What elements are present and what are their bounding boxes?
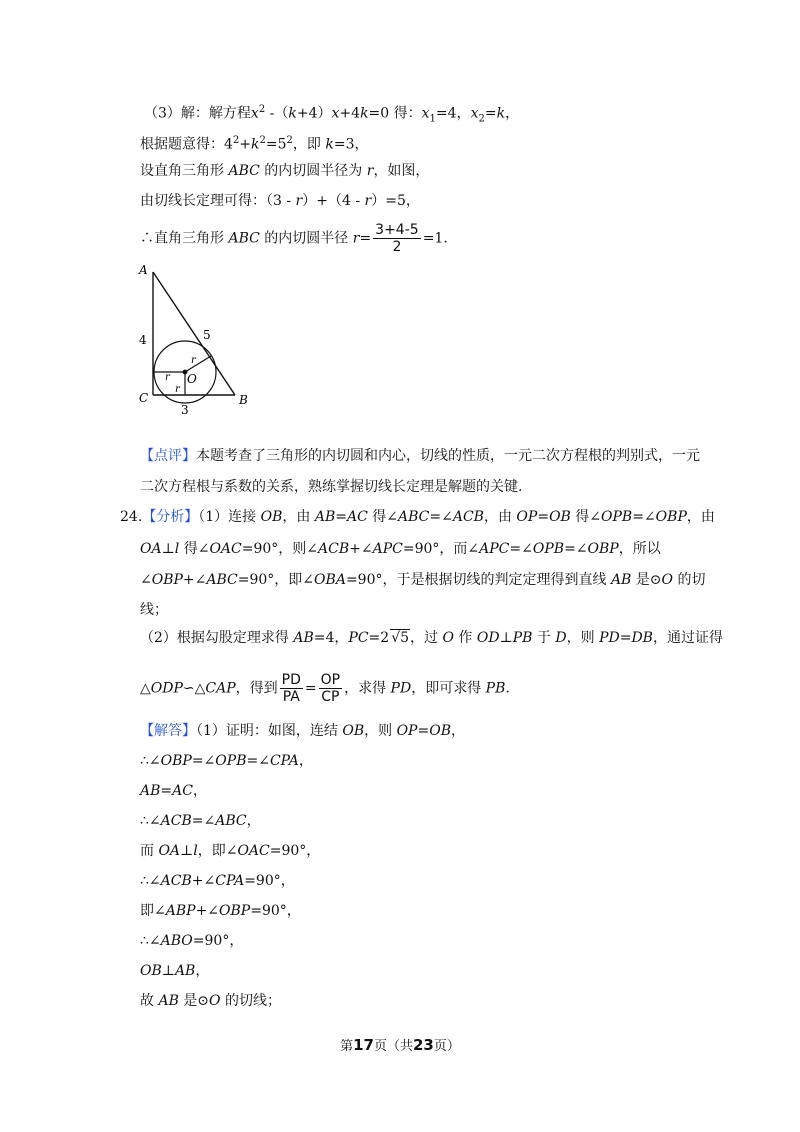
answer-line3: AB=AC， [140,783,207,799]
q24-line5: （2）根据勾股定理求得 AB=4，PC=2 √5，过 O 作 OD⊥PB 于 D，则 PD=DB，通过证得 [140,630,723,646]
answer-line6: ∴∠ACB+∠CPA=90°， [140,873,295,889]
answer-line7: 即∠ABP+∠OBP=90°， [140,903,301,919]
inradius-fraction: $\frac{3+4-5}{2}$ [375,222,419,255]
review-line2: 二次方程根与系数的关系，熟练掌握切线长定理是解题的关键. [140,479,523,495]
answer-line2: ∴∠OBP=∠OPB=∠CPA， [140,753,313,769]
q24-line1: 24.【分析】（1）连接 OB，由 AB=AC 得∠ABC=∠ACB，由 OP=OB 得∠OPB=∠OBP，由 [120,509,715,525]
question-number: 24. [120,509,143,525]
q24-line6: △ODP∽△CAP，得到 $\frac{PD}{PA}$ = $\frac{OP}{CP}$ ，求得 PD，即可求得 PB. [140,672,510,705]
label-side-cb: 3 [181,403,189,417]
part3-line3: 设直角三角形 ABC 的内切圆半径为 r，如图， [140,163,430,179]
q24-line2: OA⊥l 得∠OAC=90°，则∠ACB+∠APC=90°，而∠APC=∠OPB=∠OBP，所以 [140,541,661,557]
q24-line3: ∠OBP+∠ABC=90°，即∠OBA=90°，于是根据切线的判定定理得到直线 AB 是⊙O 的切 [140,572,706,588]
part3-line4: 由切线长定理可得：（3 - r）+（4 - r）=5， [140,193,420,209]
answer-line8: ∴∠ABO=90°， [140,933,244,949]
label-b: B [239,393,248,407]
label-r-bottom: r [175,384,180,395]
analysis-tag: 【分析】 [142,509,199,525]
answer-line4: ∴∠ACB=∠ABC， [140,813,261,829]
total-pages: 23 [413,1036,434,1054]
answer-line10: 故 AB 是⊙O 的切线； [140,993,281,1009]
label-r-left: r [165,372,170,383]
sqrt-five: √5 [391,630,410,646]
part3-line5: ∴直角三角形 ABC 的内切圆半径 r= $\frac{3+4-5}{2}$ =1. [140,222,448,255]
part3-line1: （3）解：解方程$x^2$ -（k+4）x+4k=0 得：$x_1=4$，$x_2=k$， [144,104,520,125]
page-number: 17 [353,1036,374,1054]
label-side-ac: 4 [139,333,147,347]
incircle-triangle-diagram [135,262,265,422]
ratio-pd-pa: $\frac{PD}{PA}$ [281,672,301,705]
answer-line5: 而 OA⊥l，即∠OAC=90°， [140,843,321,859]
label-c: C [139,391,149,405]
ratio-op-cp: $\frac{OP}{CP}$ [320,672,341,705]
page-footer: 第17页（共23页） [340,1036,460,1054]
label-o: O [187,372,197,386]
label-r-slant: r [191,355,196,366]
q24-line4: 线； [140,602,168,618]
answer-tag: 【解答】 [140,723,196,739]
radius-to-ab [185,356,211,372]
answer-line9: OB⊥AB， [140,963,210,979]
review-tag: 【点评】 [140,448,196,464]
review-line1: 【点评】本题考查了三角形的内切圆和内心，切线的性质，一元二次方程根的判别式，一元 [140,448,700,464]
part3-line2: 根据题意得：$4^2+k^2=5^2$，即 k=3， [140,135,369,153]
label-side-ab: 5 [203,328,211,342]
answer-line1: 【解答】（1）证明：如图，连结 OB，则 OP=OB， [140,723,465,739]
label-a: A [139,263,148,277]
